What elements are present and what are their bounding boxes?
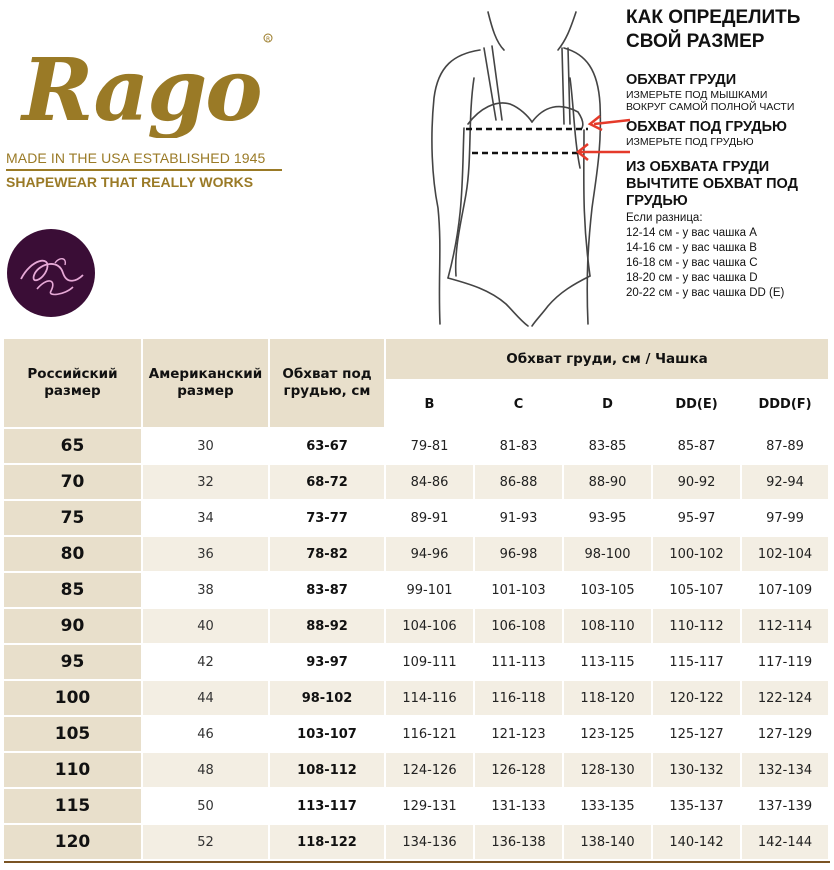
bust-cell: 83-85 — [564, 429, 653, 465]
cup-rule: 16-18 см - у вас чашка С — [626, 257, 758, 269]
bust-cell: 93-95 — [564, 501, 653, 537]
bust-cell: 125-127 — [653, 717, 742, 753]
ru-size-cell: 105 — [4, 717, 143, 753]
bust-cell: 135-137 — [653, 789, 742, 825]
header-cup: D — [564, 381, 653, 429]
subtract-line-3: ГРУДЬЮ — [626, 193, 688, 209]
ru-size-cell: 80 — [4, 537, 143, 573]
cup-rule: 18-20 см - у вас чашка D — [626, 272, 758, 284]
bust-cell: 114-116 — [386, 681, 475, 717]
bust-cell: 108-110 — [564, 609, 653, 645]
ru-size-cell: 95 — [4, 645, 143, 681]
bust-cell: 129-131 — [386, 789, 475, 825]
bust-cell: 106-108 — [475, 609, 564, 645]
underbust-cell: 93-97 — [270, 645, 386, 681]
rago-logo — [18, 28, 280, 138]
table-row — [4, 825, 830, 861]
us-size-cell: 32 — [143, 465, 270, 501]
bust-cell: 111-113 — [475, 645, 564, 681]
bust-cell: 117-119 — [742, 645, 830, 681]
bust-cell: 134-136 — [386, 825, 475, 861]
subtract-line-1: ИЗ ОБХВАТА ГРУДИ — [626, 159, 770, 175]
bust-cell: 92-94 — [742, 465, 830, 501]
table-row — [4, 789, 830, 825]
underbust-cell: 78-82 — [270, 537, 386, 573]
bust-cell: 122-124 — [742, 681, 830, 717]
bust-cell: 109-111 — [386, 645, 475, 681]
ru-size-cell: 75 — [4, 501, 143, 537]
bodysuit-illustration — [410, 8, 626, 328]
table-row — [4, 681, 830, 717]
ru-size-cell: 70 — [4, 465, 143, 501]
bust-cell: 132-134 — [742, 753, 830, 789]
underbust-cell: 108-112 — [270, 753, 386, 789]
size-table — [4, 339, 830, 861]
bust-cell: 131-133 — [475, 789, 564, 825]
bust-cell: 138-140 — [564, 825, 653, 861]
bust-cell: 112-114 — [742, 609, 830, 645]
subtract-line-2: ВЫЧТИТЕ ОБХВАТ ПОД — [626, 176, 798, 192]
us-size-cell: 36 — [143, 537, 270, 573]
us-size-cell: 42 — [143, 645, 270, 681]
bust-cell: 130-132 — [653, 753, 742, 789]
bust-cell: 94-96 — [386, 537, 475, 573]
bust-cell: 142-144 — [742, 825, 830, 861]
bust-cell: 133-135 — [564, 789, 653, 825]
table-row — [4, 573, 830, 609]
cup-rule: 12-14 см - у вас чашка А — [626, 227, 757, 239]
header-us-size: Американский размер — [143, 339, 270, 429]
bust-cell: 116-118 — [475, 681, 564, 717]
bust-cell: 85-87 — [653, 429, 742, 465]
tagline-text: SHAPEWEAR THAT REALLY WORKS — [6, 174, 254, 190]
divider — [6, 169, 282, 171]
table-row — [4, 609, 830, 645]
underbust-cell: 73-77 — [270, 501, 386, 537]
bust-desc-2: ВОКРУГ САМОЙ ПОЛНОЙ ЧАСТИ — [626, 101, 795, 113]
bust-cell: 98-100 — [564, 537, 653, 573]
bust-cell: 87-89 — [742, 429, 830, 465]
store-badge — [7, 229, 95, 317]
monogram-icon — [7, 229, 95, 317]
header-ru-size: Российский размер — [4, 339, 143, 429]
table-row — [4, 537, 830, 573]
us-size-cell: 38 — [143, 573, 270, 609]
us-size-cell: 44 — [143, 681, 270, 717]
bust-cell: 86-88 — [475, 465, 564, 501]
underbust-cell: 88-92 — [270, 609, 386, 645]
difference-intro: Если разница: — [626, 212, 703, 224]
bust-cell: 99-101 — [386, 573, 475, 609]
ru-size-cell: 90 — [4, 609, 143, 645]
bust-cell: 123-125 — [564, 717, 653, 753]
bust-cell: 121-123 — [475, 717, 564, 753]
underbust-cell: 83-87 — [270, 573, 386, 609]
underbust-cell: 113-117 — [270, 789, 386, 825]
bust-cell: 84-86 — [386, 465, 475, 501]
underbust-cell: 68-72 — [270, 465, 386, 501]
bottom-rule — [4, 861, 830, 863]
header-cup: DDD(F) — [742, 381, 830, 429]
table-row — [4, 429, 830, 465]
bust-cell: 127-129 — [742, 717, 830, 753]
underbust-title: ОБХВАТ ПОД ГРУДЬЮ — [626, 119, 787, 135]
underbust-cell: 103-107 — [270, 717, 386, 753]
table-row — [4, 645, 830, 681]
bust-cell: 107-109 — [742, 573, 830, 609]
bust-cell: 88-90 — [564, 465, 653, 501]
bust-cell: 124-126 — [386, 753, 475, 789]
bust-cell: 81-83 — [475, 429, 564, 465]
made-in-text: MADE IN THE USA ESTABLISHED 1945 — [6, 150, 266, 166]
ru-size-cell: 65 — [4, 429, 143, 465]
ru-size-cell: 85 — [4, 573, 143, 609]
underbust-cell: 98-102 — [270, 681, 386, 717]
bust-title: ОБХВАТ ГРУДИ — [626, 72, 737, 88]
bust-cell: 140-142 — [653, 825, 742, 861]
size-rows — [4, 429, 830, 861]
header-cup: B — [386, 381, 475, 429]
bust-cell: 105-107 — [653, 573, 742, 609]
us-size-cell: 30 — [143, 429, 270, 465]
header-cup: DD(E) — [653, 381, 742, 429]
us-size-cell: 50 — [143, 789, 270, 825]
ru-size-cell: 110 — [4, 753, 143, 789]
bust-cell: 89-91 — [386, 501, 475, 537]
bust-cell: 126-128 — [475, 753, 564, 789]
underbust-desc: ИЗМЕРЬТЕ ПОД ГРУДЬЮ — [626, 136, 754, 148]
bust-cell: 96-98 — [475, 537, 564, 573]
bust-cell: 79-81 — [386, 429, 475, 465]
underbust-cell: 63-67 — [270, 429, 386, 465]
ru-size-cell: 100 — [4, 681, 143, 717]
header-cup: C — [475, 381, 564, 429]
bust-cell: 120-122 — [653, 681, 742, 717]
bust-cell: 103-105 — [564, 573, 653, 609]
bust-cell: 100-102 — [653, 537, 742, 573]
cup-rule: 14-16 см - у вас чашка В — [626, 242, 757, 254]
us-size-cell: 40 — [143, 609, 270, 645]
table-row — [4, 465, 830, 501]
underbust-cell: 118-122 — [270, 825, 386, 861]
header-underbust: Обхват под грудью, см — [270, 339, 386, 429]
bust-cell: 90-92 — [653, 465, 742, 501]
howto-title-2: СВОЙ РАЗМЕР — [626, 31, 765, 52]
bust-cell: 116-121 — [386, 717, 475, 753]
us-size-cell: 34 — [143, 501, 270, 537]
bust-cell: 128-130 — [564, 753, 653, 789]
ru-size-cell: 120 — [4, 825, 143, 861]
howto-title-1: КАК ОПРЕДЕЛИТЬ — [626, 7, 801, 28]
header-section — [0, 0, 834, 336]
us-size-cell: 52 — [143, 825, 270, 861]
us-size-cell: 48 — [143, 753, 270, 789]
bust-cell: 95-97 — [653, 501, 742, 537]
arrows — [572, 108, 632, 168]
bust-desc-1: ИЗМЕРЬТЕ ПОД МЫШКАМИ — [626, 89, 768, 101]
header-bust-cup: Обхват груди, см / Чашка — [386, 339, 830, 381]
bust-cell: 102-104 — [742, 537, 830, 573]
bust-cell: 113-115 — [564, 645, 653, 681]
bust-cell: 136-138 — [475, 825, 564, 861]
table-row — [4, 717, 830, 753]
table-row — [4, 501, 830, 537]
ru-size-cell: 115 — [4, 789, 143, 825]
bust-cell: 110-112 — [653, 609, 742, 645]
bust-cell: 97-99 — [742, 501, 830, 537]
bust-cell: 118-120 — [564, 681, 653, 717]
bust-cell: 101-103 — [475, 573, 564, 609]
bust-cell: 91-93 — [475, 501, 564, 537]
cup-rule: 20-22 см - у вас чашка DD (E) — [626, 287, 785, 299]
logo-text: Rago — [22, 40, 261, 138]
table-row — [4, 753, 830, 789]
bust-cell: 104-106 — [386, 609, 475, 645]
bust-cell: 115-117 — [653, 645, 742, 681]
us-size-cell: 46 — [143, 717, 270, 753]
svg-text:R: R — [266, 36, 271, 43]
how-to-panel — [626, 6, 831, 301]
bust-cell: 137-139 — [742, 789, 830, 825]
